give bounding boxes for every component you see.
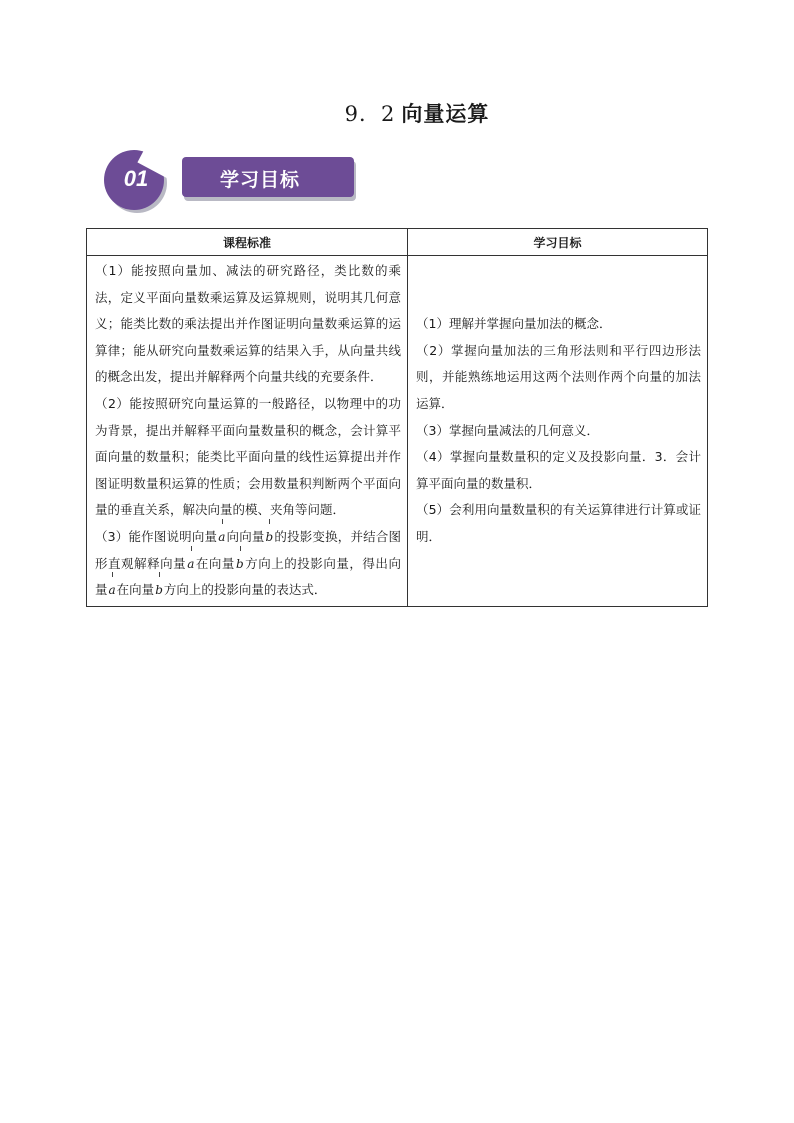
goal-item-3: （3）掌握向量减法的几何意义．	[416, 422, 599, 438]
standard-paragraph-1: （1）能按照向量加、减法的研究路径，类比数的乘法，定义平面向量数乘运算及运算规则，说明其几何意义；能类比数的乘法提出并作图证明向量数乘运算的运算律；能从研究向量数乘运算的结果入手，从向量共线的概念出发，提出并解释两个向量共线的充要条件．	[95, 263, 401, 385]
vector-a-symbol: a	[109, 577, 116, 604]
standard-paragraph-2: （2）能按照研究向量运算的一般路径，以物理中的功为背景，提出并解释平面向量数量积的概念，会计算平面向量的数量积；能类比平面向量的线性运算提出并作图证明数量积运算的性质；会用数量积判断两个平面向量的垂直关系，解决向量的模、夹角等问题．	[95, 395, 401, 518]
section-number: 9．2	[344, 102, 396, 126]
learning-goals-cell	[408, 256, 708, 607]
title-text: 向量运算	[401, 102, 490, 126]
section-label-bar	[182, 157, 354, 197]
vector-b-symbol: b	[236, 551, 244, 578]
text-segment: 的投影变换，并结合图形直观解释向量	[95, 528, 401, 571]
text-segment: 方向上的投影向量的表达式．	[163, 582, 327, 598]
section-badge	[104, 150, 164, 210]
vector-a-symbol: a	[187, 551, 194, 578]
page-title	[0, 98, 794, 128]
table-row	[87, 256, 708, 607]
text-segment: 向向量	[226, 528, 265, 544]
vector-b-symbol: b	[266, 524, 274, 551]
table-header-row	[87, 229, 708, 256]
section-header	[104, 148, 364, 212]
text-segment: 在向量	[116, 582, 155, 598]
header-curriculum-standard: 课程标准	[87, 229, 408, 256]
badge-number: 01	[123, 166, 149, 191]
goal-item-5: （5）会利用向量数量积的有关运算律进行计算或证明．	[416, 502, 701, 544]
curriculum-standard-cell	[87, 256, 408, 607]
goal-item-4: （4）掌握向量数量积的定义及投影向量．3．会计算平面向量的数量积．	[416, 449, 701, 491]
section-label: 学习目标	[220, 169, 301, 191]
goals-table	[86, 228, 708, 607]
text-segment: （3）能作图说明向量	[95, 528, 218, 544]
text-segment: 方向上的投影向量，得出向量	[95, 555, 401, 598]
vector-a-symbol: a	[218, 524, 225, 551]
text-segment: 在向量	[195, 555, 235, 571]
goal-item-1: （1）理解并掌握向量加法的概念．	[416, 316, 612, 332]
header-learning-goals: 学习目标	[408, 229, 708, 256]
goal-item-2: （2）掌握向量加法的三角形法则和平行四边形法则，并能熟练地运用这两个法则作两个向量的加法运算．	[416, 342, 701, 411]
vector-b-symbol: b	[155, 577, 163, 604]
standard-paragraph-3	[95, 524, 401, 604]
